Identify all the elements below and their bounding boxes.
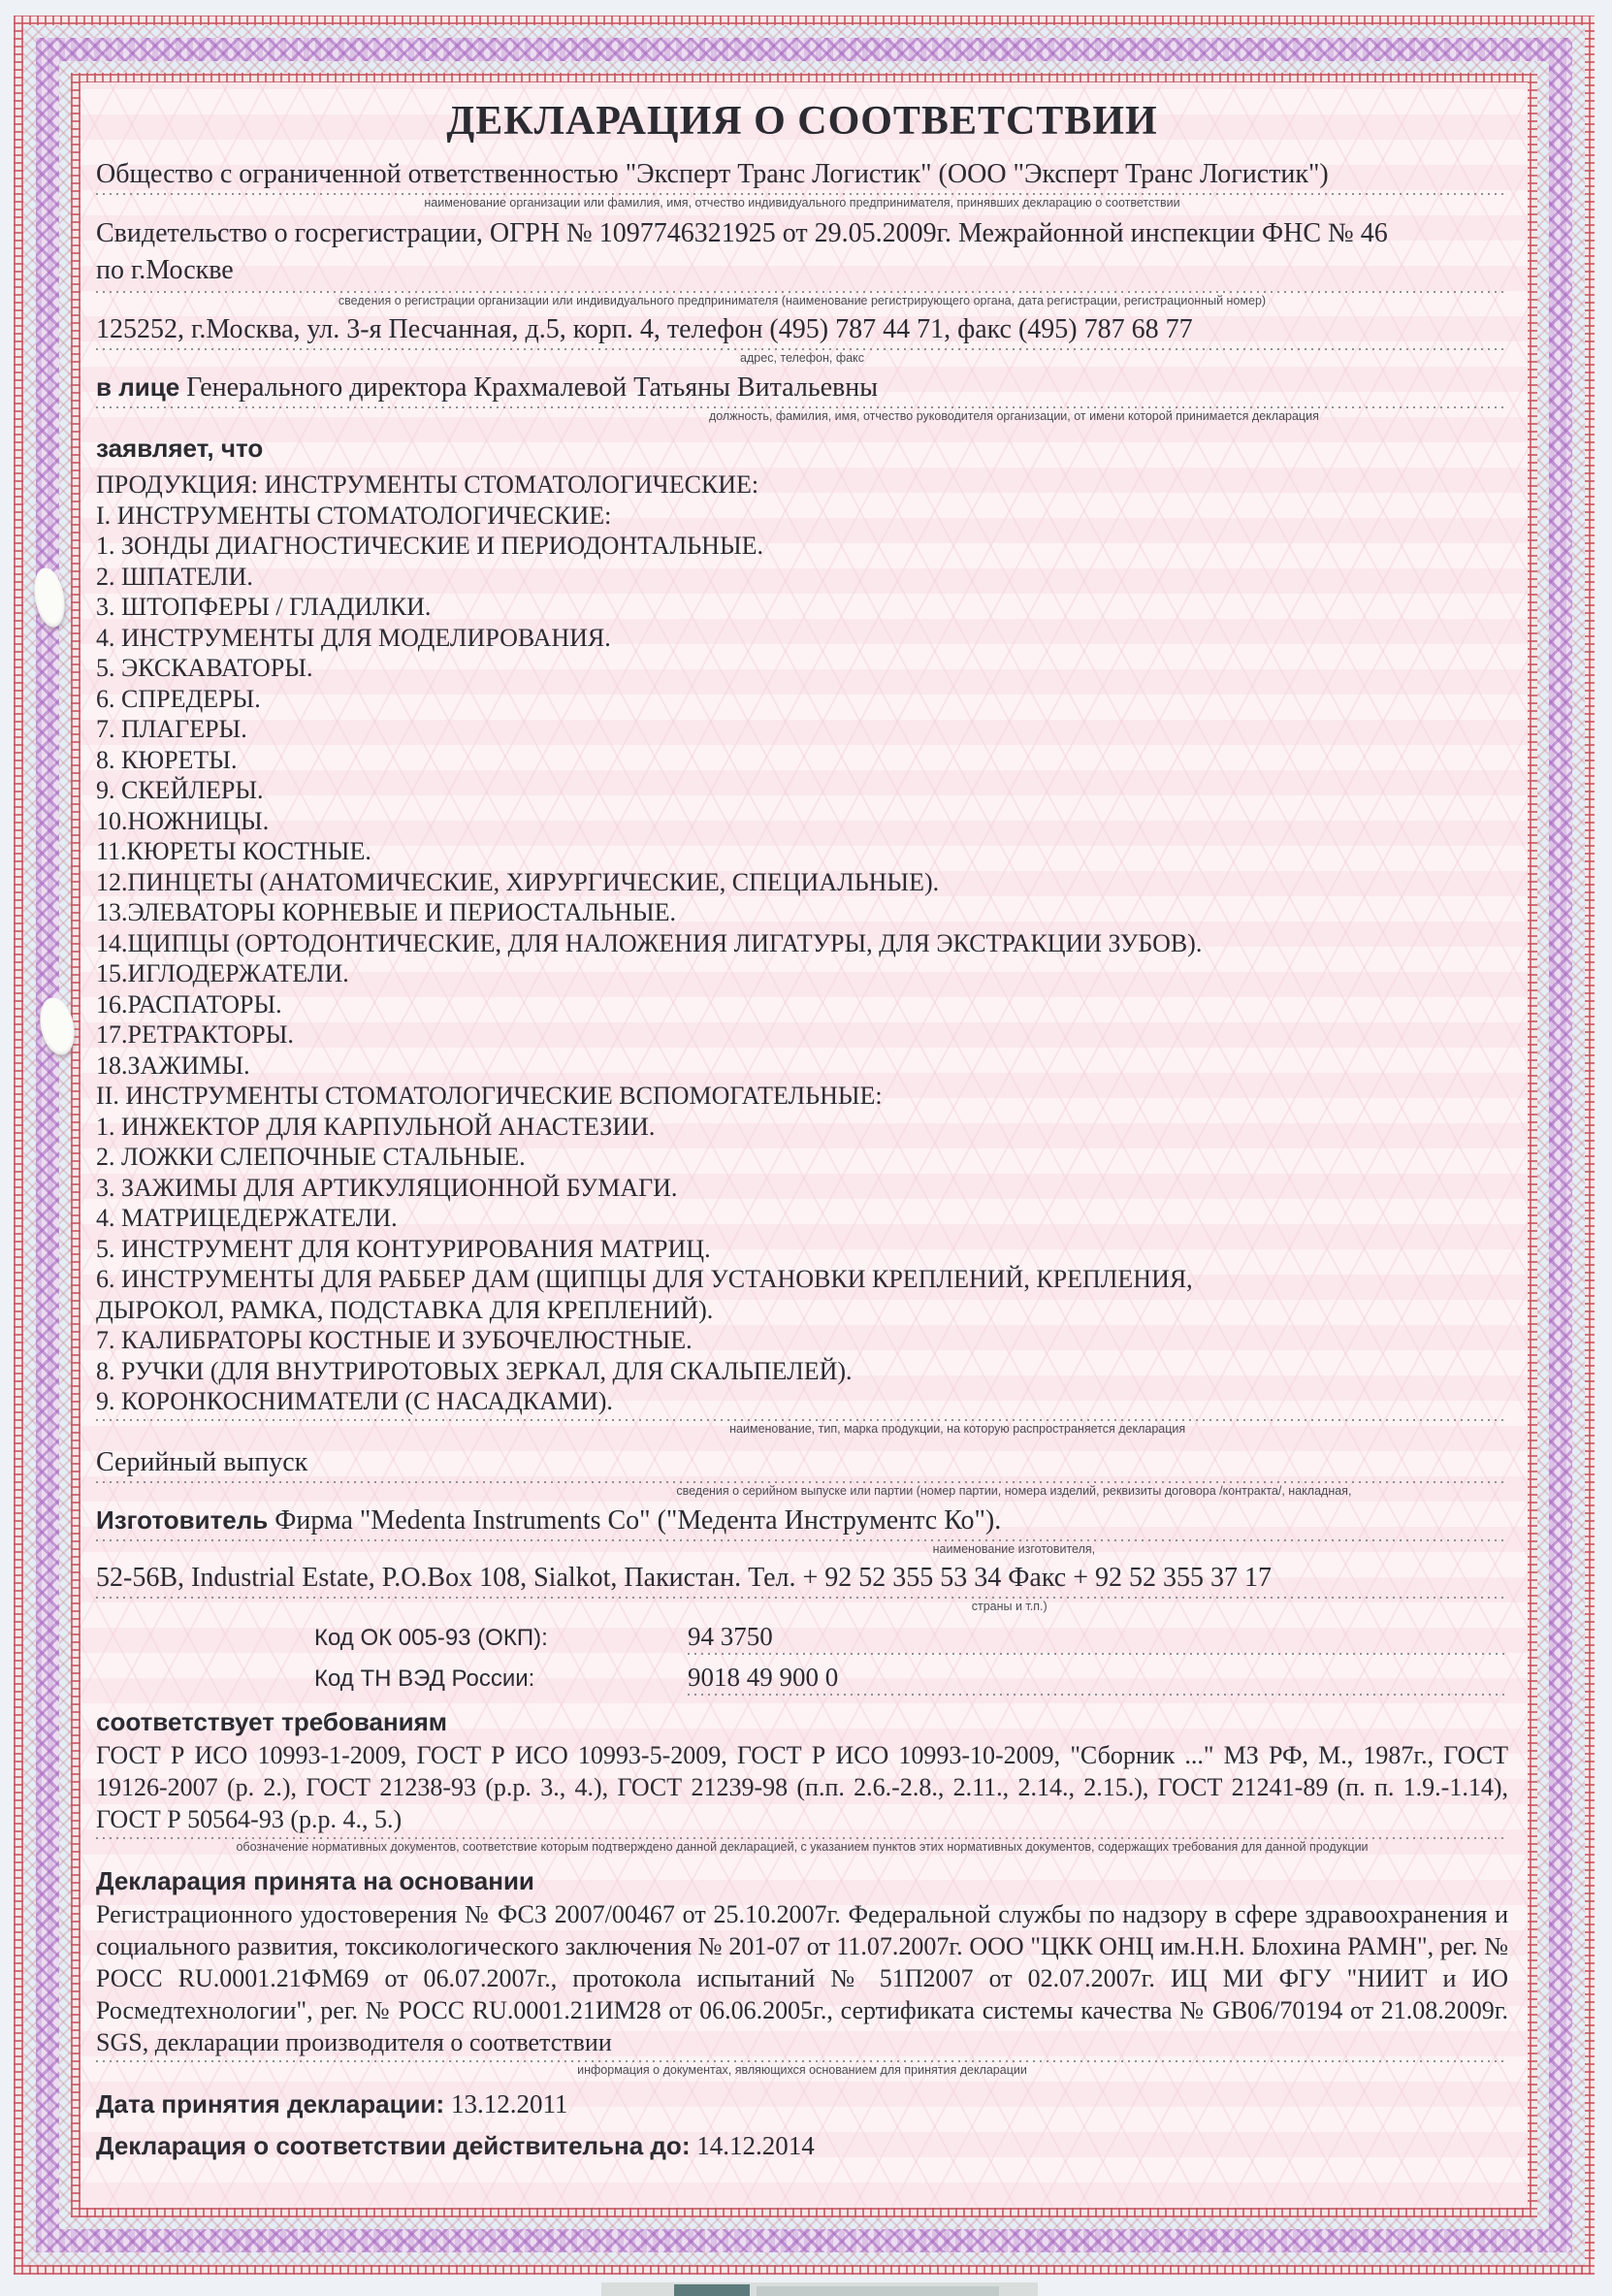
product-list-item: 6. СПРЕДЕРЫ. bbox=[96, 684, 261, 713]
product-list-item: 4. МАТРИЦЕДЕРЖАТЕЛИ. bbox=[96, 1204, 398, 1232]
acceptance-date-value: 13.12.2011 bbox=[450, 2088, 568, 2118]
product-list-item: 1. ЗОНДЫ ДИАГНОСТИЧЕСКИЕ И ПЕРИОДОНТАЛЬНЫЕ. bbox=[96, 532, 763, 560]
products-label: наименование, тип, марка продукции, на которую распространяется декларация bbox=[729, 1421, 1186, 1436]
okp-code-value: 94 3750 bbox=[688, 1621, 773, 1651]
border-purple-guilloche bbox=[36, 38, 1572, 2252]
manufacturer-address-field bbox=[96, 1562, 1508, 1614]
product-list-item: 12.ПИНЦЕТЫ (АНАТОМИЧЕСКИЕ, ХИРУРГИЧЕСКИЕ, СПЕЦИАЛЬНЫЕ). bbox=[96, 867, 940, 896]
person-prefix: в лице bbox=[96, 372, 180, 402]
person-name: Генерального директора Крахмалевой Татьяны Витальевны bbox=[186, 372, 879, 403]
product-list-item: II. ИНСТРУМЕНТЫ СТОМАТОЛОГИЧЕСКИЕ ВСПОМОГАТЕЛЬНЫЕ: bbox=[96, 1082, 883, 1110]
declarant-name-field bbox=[96, 158, 1508, 210]
manufacturer-line bbox=[96, 1504, 1508, 1537]
product-list-item: 3. ЗАЖИМЫ ДЛЯ АРТИКУЛЯЦИОННОЙ БУМАГИ. bbox=[96, 1173, 678, 1202]
product-list-item: I. ИНСТРУМЕНТЫ СТОМАТОЛОГИЧЕСКИЕ: bbox=[96, 501, 612, 530]
declarant-address: 125252, г.Москва, ул. 3-я Песчанная, д.5, корп. 4, телефон (495) 787 44 71, факс (495) 787 68 77 bbox=[96, 314, 1193, 344]
person-field bbox=[96, 371, 1508, 424]
acceptance-date-row bbox=[96, 2089, 1508, 2119]
product-list bbox=[96, 469, 1226, 1417]
product-list-item: 4. ИНСТРУМЕНТЫ ДЛЯ МОДЕЛИРОВАНИЯ. bbox=[96, 623, 611, 652]
dotted-rule bbox=[688, 1653, 1508, 1655]
certificate-content bbox=[81, 82, 1528, 2208]
conformity-section bbox=[96, 1707, 1508, 1855]
scan-edge-artifact bbox=[601, 2282, 1038, 2296]
validity-date-value: 14.12.2014 bbox=[696, 2130, 815, 2160]
conformity-label: обозначение нормативных документов, соответствие которым подтверждено данной декларацией, с указанием пунктов этих нормативных документов, содержащих требования для данной продукции bbox=[236, 1839, 1369, 1854]
dotted-rule bbox=[96, 193, 1508, 195]
okp-code-row bbox=[96, 1622, 1508, 1655]
dotted-rule bbox=[96, 406, 1508, 408]
manufacturer-address-label: страны и т.п.) bbox=[971, 1599, 1048, 1613]
tnved-code-value: 9018 49 900 0 bbox=[688, 1662, 839, 1692]
product-list-item: 7. КАЛИБРАТОРЫ КОСТНЫЕ И ЗУБОЧЕЛЮСТНЫЕ. bbox=[96, 1326, 693, 1354]
product-list-item: 2. ЛОЖКИ СЛЕПОЧНЫЕ СТАЛЬНЫЕ. bbox=[96, 1143, 526, 1171]
certificate-sheet bbox=[14, 16, 1595, 2275]
product-list-item: 7. ПЛАГЕРЫ. bbox=[96, 715, 247, 743]
dotted-rule bbox=[96, 1837, 1508, 1839]
address-field bbox=[96, 313, 1508, 366]
product-list-item: 2. ШПАТЕЛИ. bbox=[96, 562, 253, 591]
tnved-code-row bbox=[96, 1663, 1508, 1696]
border-blue-field-2 bbox=[59, 61, 1549, 2229]
manufacturer-field bbox=[96, 1504, 1508, 1557]
product-list-item: 11.КЮРЕТЫ КОСТНЫЕ. bbox=[96, 837, 371, 865]
product-list-item: 8. РУЧКИ (ДЛЯ ВНУТРИРОТОВЫХ ЗЕРКАЛ, ДЛЯ СКАЛЬПЕЛЕЙ). bbox=[96, 1356, 853, 1385]
conformity-text: ГОСТ Р ИСО 10993-1-2009, ГОСТ Р ИСО 10993-5-2009, ГОСТ Р ИСО 10993-10-2009, "Сборник ..." МЗ РФ, М., 1987г., ГОСТ 19126-2007 (р. 2.), ГОСТ 21238-93 (р.р. 3., 4.), ГОСТ 21239-98 (п.п. 2.6.-2.8., 2.11., 2.14., 2.15.), ГОСТ 21241-89 (п. п. 1.9.-1.14), ГОСТ Р 50564-93 (р.р. 4., 5.) bbox=[96, 1740, 1508, 1833]
scan-edge-artifact-mid bbox=[757, 2286, 999, 2296]
basis-text: Регистрационного удостоверения № ФСЗ 2007/00467 от 25.10.2007г. Федеральной службы по надзору в сфере здравоохранения и социального развития, токсикологического заключения № 201-07 от 11.07.2007г. ООО "ЦКК ОНЦ им.Н.Н. Блохина РАМН", рег. № РОСС RU.0001.21ФМ69 от 06.07.2007г., протокола испытаний № 51П2007 от 02.07.2007г. ИЦ МИ ФГУ "НИИТ и ИО Росмедтехнологии", рег. № РОСС RU.0001.21ИМ28 от 06.06.2005г., сертификата системы качества № GB06/70194 от 21.08.2009г. SGS, декларации производителя о соответствии bbox=[96, 1899, 1508, 2056]
manufacturer-address: 52-56B, Industrial Estate, P.O.Box 108, Sialkot, Пакистан. Тел. + 92 52 355 53 34 Факс + 92 52 355 37 17 bbox=[96, 1562, 1272, 1593]
dotted-rule bbox=[688, 1694, 1508, 1696]
declares-heading: заявляет, что bbox=[96, 434, 264, 463]
scan-edge-artifact-dark bbox=[674, 2284, 750, 2296]
dotted-rule bbox=[96, 1539, 1508, 1541]
border-blue-field-1 bbox=[23, 25, 1585, 2265]
dotted-rule bbox=[96, 348, 1508, 350]
product-list-item: 10.НОЖНИЦЫ. bbox=[96, 806, 270, 835]
tnved-code-value-wrap bbox=[688, 1663, 1508, 1696]
okp-code-label: Код ОК 005-93 (ОКП): bbox=[314, 1624, 548, 1651]
declarant-name: Общество с ограниченной ответственностью "Эксперт Транс Логистик" (ООО "Эксперт Транс Логистик") bbox=[96, 159, 1329, 189]
serial-value: Серийный выпуск bbox=[96, 1446, 308, 1477]
product-list-item: 6. ИНСТРУМЕНТЫ ДЛЯ РАББЕР ДАМ (ЩИПЦЫ ДЛЯ УСТАНОВКИ КРЕПЛЕНИЙ, КРЕПЛЕНИЯ, ДЫРОКОЛ, РАМКА, ПОДСТАВКА ДЛЯ КРЕПЛЕНИЙ). bbox=[96, 1265, 1193, 1324]
product-list-item: 15.ИГЛОДЕРЖАТЕЛИ. bbox=[96, 959, 349, 987]
document-title: ДЕКЛАРАЦИЯ О СООТВЕТСТВИИ bbox=[446, 99, 1158, 144]
person-line bbox=[96, 371, 1508, 404]
dotted-rule bbox=[96, 2060, 1508, 2062]
validity-date-label: Декларация о соответствии действительна до: bbox=[96, 2130, 691, 2160]
product-list-item: 3. ШТОПФЕРЫ / ГЛАДИЛКИ. bbox=[96, 593, 432, 621]
manufacturer-name: Фирма "Medenta Instruments Co" ("Медента Инструментс Ко"). bbox=[274, 1504, 1002, 1536]
serial-label: сведения о серийном выпуске или партии (номер партии, номера изделий, реквизиты договора /контракта/, накладная, bbox=[676, 1483, 1352, 1498]
conformity-heading: соответствует требованиям bbox=[96, 1706, 448, 1736]
basis-heading: Декларация принята на основании bbox=[96, 1865, 534, 1895]
okp-code-value-wrap bbox=[688, 1622, 1508, 1655]
declarant-name-label: наименование организации или фамилия, имя, отчество индивидуального предпринимателя, принявших декларацию о соответствии bbox=[424, 196, 1180, 210]
product-list-item: 14.ЩИПЦЫ (ОРТОДОНТИЧЕСКИЕ, ДЛЯ НАЛОЖЕНИЯ ЛИГАТУРЫ, ДЛЯ ЭКСТРАКЦИИ ЗУБОВ). bbox=[96, 928, 1203, 957]
dotted-rule bbox=[96, 291, 1508, 293]
product-list-item: 16.РАСПАТОРЫ. bbox=[96, 989, 282, 1019]
product-list-item: ПРОДУКЦИЯ: ИНСТРУМЕНТЫ СТОМАТОЛОГИЧЕСКИЕ: bbox=[96, 470, 759, 499]
dotted-rule bbox=[96, 1419, 1508, 1421]
product-list-item: 9. СКЕЙЛЕРЫ. bbox=[96, 776, 264, 804]
product-list-item: 5. ИНСТРУМЕНТ ДЛЯ КОНТУРИРОВАНИЯ МАТРИЦ. bbox=[96, 1234, 711, 1263]
registration-field bbox=[96, 215, 1508, 308]
product-list-item: 5. ЭКСКАВАТОРЫ. bbox=[96, 654, 313, 682]
address-label: адрес, телефон, факс bbox=[740, 351, 864, 365]
product-list-item: 9. КОРОНКОСНИМАТЕЛИ (С НАСАДКАМИ). bbox=[96, 1387, 613, 1415]
border-outer-red-guilloche bbox=[14, 16, 1595, 2275]
dotted-rule bbox=[96, 1597, 1508, 1599]
person-label: должность, фамилия, имя, отчество руководителя организации, от имени которой принимается декларация bbox=[708, 409, 1319, 423]
registration-label: сведения о регистрации организации или индивидуального предпринимателя (наименование регистрирующего органа, дата регистрации, регистрационный номер) bbox=[338, 294, 1267, 307]
tnved-code-label: Код ТН ВЭД России: bbox=[314, 1665, 535, 1692]
manufacturer-prefix: Изготовитель bbox=[96, 1504, 269, 1535]
manufacturer-name-label: наименование изготовителя, bbox=[932, 1541, 1096, 1556]
serial-field bbox=[96, 1446, 1508, 1499]
product-list-item: 18.ЗАЖИМЫ. bbox=[96, 1051, 250, 1080]
basis-label: информация о документах, являющихся основанием для принятия декларации bbox=[577, 2062, 1027, 2077]
border-inner-red-guilloche bbox=[71, 73, 1537, 2217]
registration-info: Свидетельство о госрегистрации, ОГРН № 1097746321925 от 29.05.2009г. Межрайонной инспекции ФНС № 46 по г.Москве bbox=[96, 218, 1388, 285]
product-list-item: 1. ИНЖЕКТОР ДЛЯ КАРПУЛЬНОЙ АНАСТЕЗИИ. bbox=[96, 1112, 656, 1141]
product-list-item: 13.ЭЛЕВАТОРЫ КОРНЕВЫЕ И ПЕРИОСТАЛЬНЫЕ. bbox=[96, 898, 677, 926]
product-list-item: 8. КЮРЕТЫ. bbox=[96, 745, 238, 774]
product-list-item: 17.РЕТРАКТОРЫ. bbox=[96, 1020, 294, 1049]
basis-section bbox=[96, 1866, 1508, 2078]
dotted-rule bbox=[96, 1481, 1508, 1483]
validity-date-row bbox=[96, 2131, 1508, 2161]
acceptance-date-label: Дата принятия декларации: bbox=[96, 2088, 445, 2118]
